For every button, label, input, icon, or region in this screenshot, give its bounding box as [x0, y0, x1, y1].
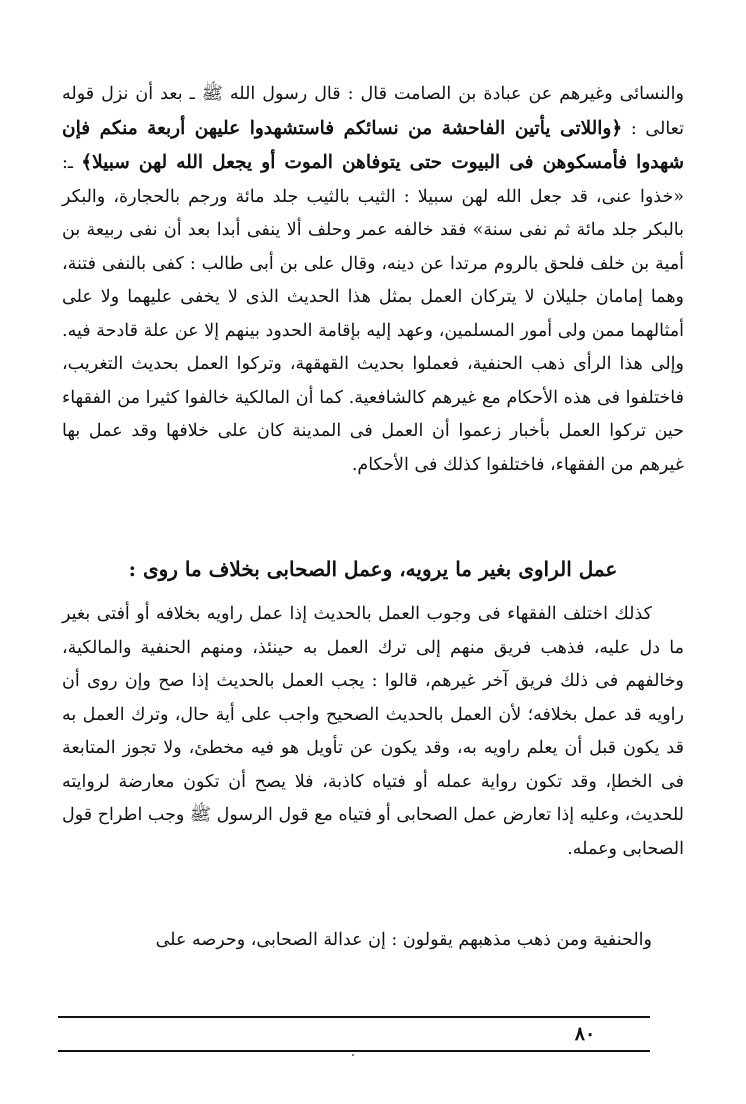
footer-rule-bottom — [58, 1050, 650, 1052]
paragraph-intro: والنسائى وغيرهم عن عبادة بن الصامت قال : قال رسول الله ﷺ ـ بعد أن نزل قوله تعالى : — [62, 84, 684, 139]
paragraph-hadith-discussion — [62, 78, 684, 482]
paragraph-rest: ـ: «خذوا عنى، قد جعل الله لهن سبيلا : الثيب بالثيب جلد مائة ورجم بالحجارة، والبكر بالبكر جلد مائة ثم نفى سنة» فقد خالفه عمر وحلف ألا ينفى أبدا بعد أن نفى ربيعة بن أمية بن خلف فلحق بالروم مرتدا عن دينه، وقال على بن أبى طالب : كفى بالنفى فتنة، وهما إمامان جليلان لا يتركان العمل بمثل هذا الحديث الذى لا يخفى عليهما ولا على أمثالهما ممن ولى أمور المسلمين، وعهد إليه بإقامة الحدود بينهم إلا عن علة قادحة فيه. وإلى هذا الرأى ذهب الحنفية، فعملوا بحديث القهقهة، وتركوا العمل بحديث التغريب، فاختلفوا فى هذه الأحكام مع غيرهم كالشافعية. كما أن المالكية خالفوا كثيرا من الفقهاء حين تركوا العمل بأخبار زعموا أن العمل فى المدينة كان على خلافها وقد عمل بها غيرهم من الفقهاء، فاختلفوا كذلك فى الأحكام. — [62, 153, 684, 475]
paragraph-narrator-practice: كذلك اختلف الفقهاء فى وجوب العمل بالحديث إذا عمل راويه بخلافه أو أفتى بغير ما دل عليه، فذهب فريق منهم إلى ترك العمل به حينئذ، ومنهم الحنفية والمالكية، وخالفهم فى ذلك فريق آخر غيرهم، قالوا : يجب العمل بالحديث إذا صح وإن روى أن راويه قد عمل بخلافه؛ لأن العمل بالحديث الصحيح واجب على أية حال، وترك العمل به قد يكون قبل أن يعلم راويه به، وقد يكون عن تأويل هو فيه مخطئ، ولا تجوز المتابعة فى الخطإ، وقد تكون رواية عمله أو فتياه كاذبة، فلا يصح أن تكون معارضة لروايته للحديث، وعليه إذا تعارض عمل الصحابى أو فتياه مع قول الرسول ﷺ وجب اطراح قول الصحابى وعمله. — [62, 604, 684, 859]
quran-verse: ﴿واللاتى يأتين الفاحشة من نسائكم فاستشهدوا عليهن أربعة منكم فإن شهدوا فأمسكوهن فى البيوت حتى يتوفاهن الموت أو يجعل الله لهن سبيلا﴾ — [62, 117, 684, 173]
scan-speck — [352, 1054, 354, 1056]
paragraph-hanafi-view: والحنفية ومن ذهب مذهبهم يقولون : إن عدالة الصحابى، وحرصه على — [155, 930, 652, 950]
section-heading: عمل الراوى بغير ما يرويه، وعمل الصحابى بخلاف ما روى : — [128, 557, 618, 581]
page-number: ٨٠ — [574, 1023, 596, 1045]
footer-rule-top — [58, 1016, 650, 1018]
